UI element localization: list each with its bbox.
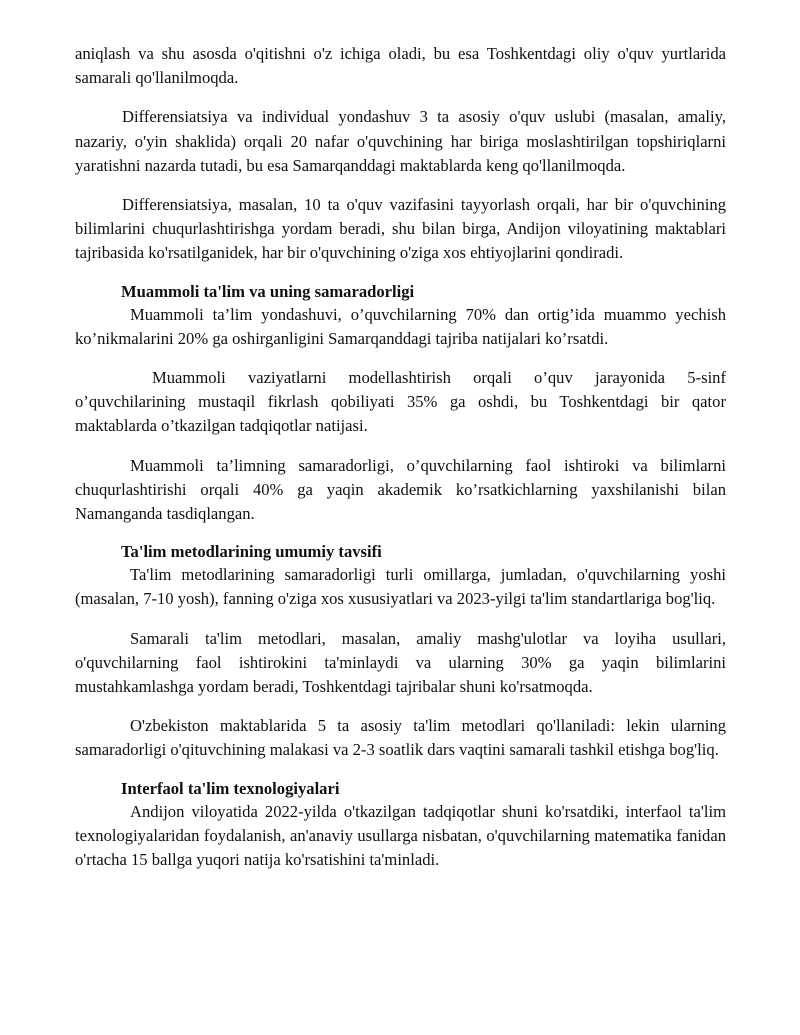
section-heading: Muammoli ta'lim va uning samaradorligi: [121, 281, 415, 301]
paragraph: Muammoli ta’lim yondashuvi, o’quvchilarning 70% dan ortig’ida muammo yechish ko’nikmalarini 20% ga oshirganligini Samarqanddagi tajriba natijalari ko’rsatdi.: [75, 304, 726, 348]
paragraph: aniqlash va shu asosda o'qitishni o'z ichiga oladi, bu esa Toshkentdagi oliy o'quv yurtlarida samarali qo'llanilmoqda.: [75, 44, 726, 88]
paragraph: Ta'lim metodlarining samaradorligi turli omillarga, jumladan, o'quvchilarning yoshi (masalan, 7-10 yosh), fanning o'ziga xos xususiyatlari va 2023-yilgi ta'lim standartlariga bog'liq.: [75, 565, 726, 609]
paragraph: Andijon viloyatida 2022-yilda o'tkazilgan tadqiqotlar shuni ko'rsatdiki, interfaol ta'lim texnologiyalaridan foydalanish, an'anaviy usullarga nisbatan, o'quvchilarning matematika fanidan o'rtacha 15 ballga yuqori natija ko'rsatishini ta'minladi.: [75, 801, 726, 870]
paragraph: O'zbekiston maktablarida 5 ta asosiy ta'lim metodlari qo'llaniladi: lekin ularning samaradorligi o'qituvchining malakasi va 2-3 soatlik dars vaqtini samarali tashkil etishga bog'liq.: [75, 716, 726, 760]
paragraph: Differensiatsiya, masalan, 10 ta o'quv vazifasini tayyorlash orqali, har bir o'quvchining bilimlarini chuqurlashtirishga yordam beradi, shu bilan birga, Andijon viloyatining maktablari tajribasida ko'rsatilganidek, har bir o'quvchining o'ziga xos ehtiyojlarini qondiradi.: [75, 195, 726, 263]
paragraph: Differensiatsiya va individual yondashuv 3 ta asosiy o'quv uslubi (masalan, amaliy, nazariy, o'yin shaklida) orqali 20 nafar o'quvchining har biriga moslashtirilgan topshiriqlarni yaratishni nazarda tutadi, bu esa Samarqanddagi maktablarda keng qo'llanilmoqda.: [75, 107, 726, 175]
document-page: [75, 42, 726, 887]
paragraph: Samarali ta'lim metodlari, masalan, amaliy mashg'ulotlar va loyiha usullari, o'quvchilarning faol ishtirokini ta'minlaydi va ularning 30% ga yaqin bilimlarini mustahkamlashga yordam beradi, Toshkentdagi tajribalar shuni ko'rsatmoqda.: [75, 628, 726, 697]
paragraph: Muammoli ta’limning samaradorligi, o’quvchilarning faol ishtiroki va bilimlarni chuqurlashtirishi orqali 40% ga yaqin akademik ko’rsatkichlarning yaxshilanishi bilan Namanganda tasdiqlangan.: [75, 455, 726, 524]
section-heading: Ta'lim metodlarining umumiy tavsifi: [121, 542, 382, 562]
paragraph: Muammoli vaziyatlarni modellashtirish orqali o’quv jarayonida 5-sinf o’quvchilarining mustaqil fikrlash qobiliyati 35% ga oshdi, bu Toshkentdagi bir qator maktablarda o’tkazilgan tadqiqotlar natijasi.: [75, 368, 726, 436]
section-heading: Interfaol ta'lim texnologiyalari: [121, 778, 340, 798]
